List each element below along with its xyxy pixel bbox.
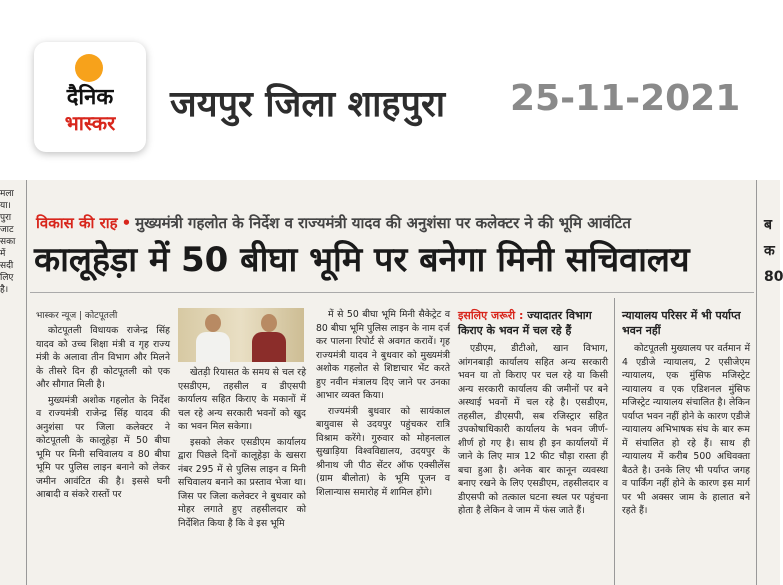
edition-title: जयपुर जिला शाहपुरा — [170, 84, 446, 125]
subheading-court-premises: न्यायालय परिसर में भी पर्याप्त भवन नहीं — [622, 309, 741, 337]
clipping-header — [0, 0, 780, 180]
article-headline: कालूहेड़ा में 50 बीघा भूमि पर बनेगा मिनी सचिवालय — [34, 240, 690, 280]
column-divider — [756, 180, 757, 585]
adjacent-left-text: मला या। पुरा जाट सका में सदी लिए है। — [0, 189, 16, 295]
paragraph: खेतड़ी रियासत के समय से चल रहे एसडीएम, तहसील व डीएसपी कार्यालय सहित किराए के मकानों में चल रहे अन्य सरकारी भवनों को खुद का भवन मिल सकेगा। — [178, 367, 306, 432]
person-figure — [196, 314, 230, 362]
article-column-2 — [178, 366, 306, 582]
adjacent-column-left — [0, 180, 24, 585]
logo-line-1: दैनिक — [66, 85, 114, 110]
kicker-bullet: • — [121, 214, 132, 232]
paragraph: में से 50 बीघा भूमि मिनी सैकेट्रेट व 80 बीघा भूमि पुलिस लाइन के नाम दर्ज कर पालना रिपोर्ट से अवगत करावें। गृह राज्यमंत्री यादव ने बुधवार को मुख्यमंत्री अशोक गहलोत से शिष्टाचार भेंट करते हुए नवीन मंत्रालय दिए जाने पर उनका आभार व्यक्त किया। — [316, 309, 450, 401]
article-photo — [178, 308, 304, 362]
article-column-4 — [458, 342, 608, 582]
paragraph: मुख्यमंत्री अशोक गहलोत के निर्देश व राज्यमंत्री राजेन्द्र सिंह यादव की अनुशंसा पर जिला कलेक्टर ने कोटपूतली के कालूहेड़ा में 50 बीघा भूमि पर मिनी सचिवालय व 80 बीघा भूमि पर पुलिस लाइन बनाने को लेकर जमीन आवंटित की है। इससे घनी आबादी व संकरे रास्तों पर — [36, 394, 170, 500]
subheading-why-needed — [458, 308, 608, 338]
adjacent-column-right — [758, 180, 783, 585]
paragraph: एडीएम, डीटीओ, खान विभाग, आंगनबाड़ी कार्यालय सहित अन्य सरकारी भवन या तो किराए पर चल रहे या किसी अन्य सरकारी कार्यालय की जमीनों पर बने अस्थाई भवनों में चल रहे है। एसडीएम, तहसील, डीएसपी, सब रजिस्ट्रार सहित उपकोषाधिकारी कार्यालय के भवन जीर्ण-शीर्ण हो गए है। साथ ही इन कार्यालयों में जाने के लिए मात्र 12 फीट चौड़ा रास्ता ही बचा हुआ है। अनेक बार कानून व्यवस्था बनाए रखने के लिए एसडीएम, तहसीलदार व डीएसपी को तत्काल घटना स्थल पर पहुंचना होता है लेकिन वे जाम में फंस जाते हैं। — [458, 343, 608, 516]
newspaper-clipping — [0, 180, 783, 585]
article-kicker — [36, 213, 631, 233]
article-column-3 — [316, 308, 450, 582]
sun-icon — [75, 54, 103, 82]
paragraph: राज्यमंत्री बुधवार को सायंकाल बायुवास से उदयपुर पहुंचकर रात्रि विश्राम करेंगे। गुरुवार को मोहनलाल सुखाड़िया विश्वविद्यालय, उदयपुर के श्रीनाथ जी पीठ सेंटर ऑफ एक्सीलेंस (ग्राम बीलोता) के भूमि पूजन व शिलान्यास समारोह में शामिल होंगे। — [316, 405, 450, 498]
article-column-1 — [36, 324, 170, 582]
paragraph: कोटपूतली विधायक राजेन्द्र सिंह यादव को उच्च शिक्षा मंत्री व गृह राज्य मंत्री के अलावा तीन विभाग और मिलने के तीसरे दिन ही कोटपूतली को एक और सौगात मिली है। — [36, 325, 170, 390]
subheading-red-label: इसलिए जरूरी : — [458, 309, 524, 322]
kicker-prefix: विकास की राह — [36, 214, 118, 232]
paragraph: कोटपूतली मुख्यालय पर वर्तमान में 4 एडीजे न्यायालय, 2 एसीजेएम न्यायालय, एक मुंसिफ मजिस्ट्रेट न्यायालय व एक एडिशनल मुंसिफ मजिस्ट्रेट न्यायालय संचालित है। लेकिन पर्याप्त भवन नहीं होने के कारण एडीजे न्यायालय अभिभाषक संघ के बार रूम में संचालित हो रहे हैं। साथ ही न्यायालय में करीब 500 अधिवक्ता बैठते है। उनके लिए भी पर्याप्त जगह व पार्किंग नहीं होने के कारण इस मार्ग पर भी अक्सर जाम के हालात बने रहते हैं। — [622, 343, 750, 516]
paragraph: इसको लेकर एसडीएम कार्यालय द्वारा पिछले दिनों कालूहेड़ा के खसरा नंबर 295 में से पुलिस लाइन व मिनी सचिवालय बनाने का प्रस्ताव भेजा था। जिस पर जिला कलेक्टर ने बुधवार को मोहर लगाते हुए तहसीलदार को निर्देशित किया है कि वे इस भूमि — [178, 436, 306, 529]
article-column-5 — [622, 342, 750, 582]
headline-rule — [30, 292, 754, 293]
byline: भास्कर न्यूज | कोटपूतली — [36, 311, 118, 321]
kicker-text: मुख्यमंत्री गहलोत के निर्देश व राज्यमंत्री यादव की अनुशंसा पर कलेक्टर ने की भूमि आवंटित — [135, 214, 631, 232]
column-divider — [26, 180, 27, 585]
column-divider — [614, 298, 615, 585]
dainik-bhaskar-logo — [34, 42, 146, 152]
logo-line-2: भास्कर — [64, 111, 116, 135]
subheading-text: ज्यादातर विभाग किराए के भवन में चल रहे हैं — [458, 309, 592, 337]
edition-date: 25-11-2021 — [510, 78, 741, 119]
person-figure — [252, 314, 286, 362]
adjacent-right-text: ब क 80 — [764, 217, 783, 285]
